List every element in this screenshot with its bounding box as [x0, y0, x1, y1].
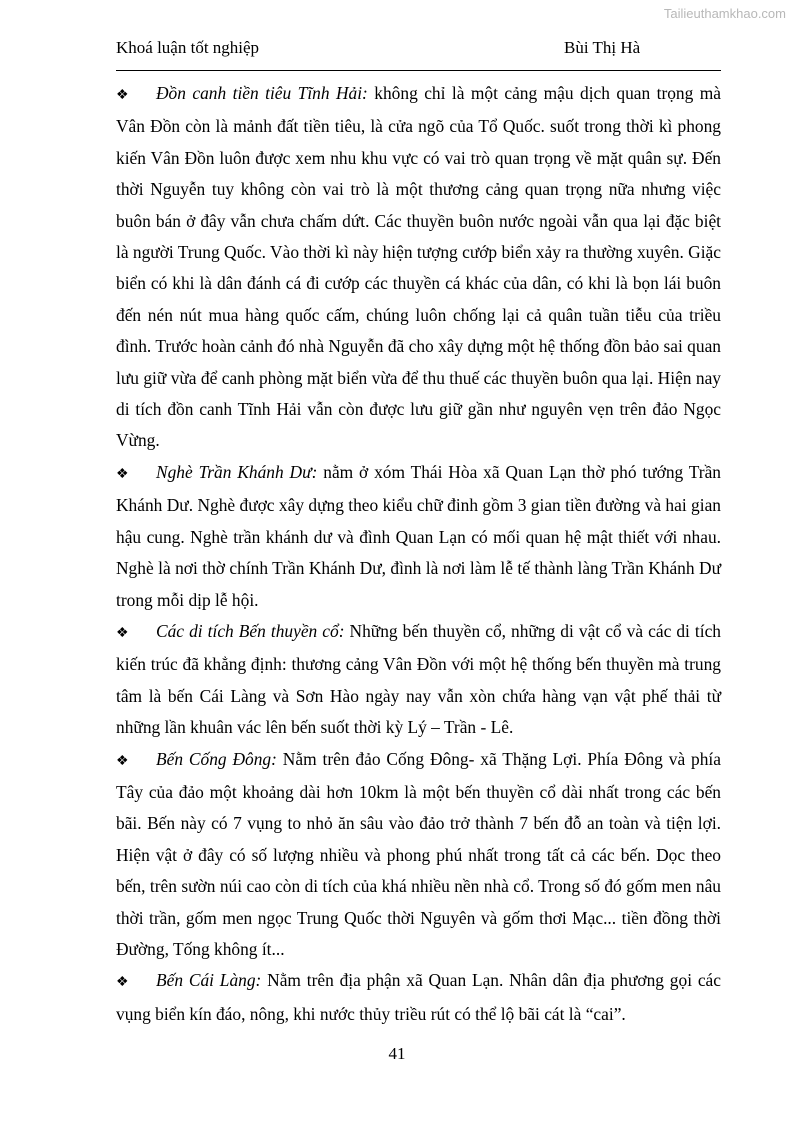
diamond-bullet-icon: ❖	[116, 975, 129, 991]
page-number: 41	[388, 1044, 406, 1063]
paragraph-term: Nghè Trần Khánh Dư:	[156, 461, 318, 482]
paragraph-text: Nằm trên địa phận xã Quan Lạn. Nhân dân địa phương gọi các vụng biển kín đáo, nông, khi nước thủy triều rút có thể lộ bãi cát là “cai”.	[116, 970, 721, 1024]
header-author: Bùi Thị Hà	[564, 38, 641, 57]
diamond-bullet-icon: ❖	[116, 466, 129, 482]
paragraph-text: Nằm trên đảo Cống Đông- xã Thặng Lợi. Phía Đông và phía Tây của đảo một khoảng dài hơn 10km là một bến thuyền cổ dài nhất trong các bến bãi. Bến này có 7 vụng to nhỏ ăn sâu vào đảo trở thành 7 bến đỗ an toàn và tiện lợi. Hiện vật ở đây có số lượng nhiều và phong phú nhất trong tất cả các bến. Dọc theo bến, trên sườn núi cao còn di tích của khá nhiều nền nhà cổ. Trong số đó gốm men nâu thời trần, gốm men ngọc Trung Quốc thời Nguyên và gốm thơi Mạc... tiền đồng thời Đường, Tống không ít...	[116, 748, 721, 959]
diamond-bullet-icon: ❖	[116, 753, 129, 769]
paragraph-ben-cong-dong	[116, 744, 721, 966]
paragraph-term: Bến Cống Đông:	[156, 748, 277, 769]
paragraph-term: Bến Cái Làng:	[156, 970, 262, 991]
diamond-bullet-icon: ❖	[116, 625, 129, 641]
paragraph-nghe-tran-khanh-du	[116, 457, 721, 616]
header-title: Khoá luận tốt nghiệp	[116, 38, 260, 57]
page-header	[116, 38, 721, 71]
paragraph-tinh-hai	[116, 78, 721, 457]
paragraph-ben-cai-lang	[116, 965, 721, 1030]
paragraph-ben-thuyen-co	[116, 616, 721, 744]
paragraph-term: Đồn canh tiền tiêu Tĩnh Hải:	[156, 83, 368, 103]
diamond-bullet-icon: ❖	[116, 88, 129, 103]
paragraph-text: không chỉ là một cảng mậu dịch quan trọng mà Vân Đồn còn là mảnh đất tiền tiêu, là cửa ngõ của Tổ Quốc. suốt trong thời kì phong kiến Vân Đồn luôn được xem nhu khu vực có vai trò quan trọng về mặt quân sự. Đến thời Nguyễn tuy không còn vai trò là một thương cảng quan trọng nữa nhưng việc buôn bán ở đây vẫn chưa chấm dứt. Các thuyền buôn nước ngoài vẫn qua lại đặc biệt là người Trung Quốc. Vào thời kì này hiện tượng cướp biển xảy ra thường xuyên. Giặc biển có khi là dân đánh cá đi cướp các thuyền cá khác của dân, có khi là bọn lái buôn đến nén nút mua hàng quốc cấm, chúng luôn chống lại cả quân tuần tiễu của triều đình. Trước hoàn cảnh đó nhà Nguyễn đã cho xây dựng một hệ thống đồn bảo sai quan lưu giữ vừa để canh phòng mặt biển vừa để thu thuế các thuyền buôn qua lại. Hiện nay di tích đồn canh Tĩnh Hải vẫn còn được lưu giữ gần như nguyên vẹn trên đảo Ngọc Vừng.	[116, 83, 721, 451]
paragraph-text: nằm ở xóm Thái Hòa xã Quan Lạn thờ phó tướng Trần Khánh Dư. Nghè được xây dựng theo kiểu chữ đinh gồm 3 gian tiền đường và hai gian hậu cung. Nghè trần khánh dư và đình Quan Lạn có mối quan hệ mật thiết với nhau. Nghè là nơi thờ chính Trần Khánh Dư, đình là nơi làm lễ tế thành làng Trần Khánh Dư trong mỗi dịp lễ hội.	[116, 461, 721, 610]
watermark: Tailieuthamkhao.com	[663, 6, 786, 21]
paragraph-text: Những bến thuyền cổ, những di vật cổ và các di tích kiến trúc đã khẳng định: thương cảng Vân Đồn với một hệ thống bến thuyền mà trung tâm là bến Cái Làng và Sơn Hào ngày nay vẫn xòn chứa hàng vạn vật phế thải từ những lần khuân vác lên bến suốt thời kỳ Lý – Trần - Lê.	[116, 620, 721, 738]
paragraph-term: Các di tích Bến thuyền cổ:	[156, 620, 345, 641]
page-body	[116, 78, 721, 1030]
